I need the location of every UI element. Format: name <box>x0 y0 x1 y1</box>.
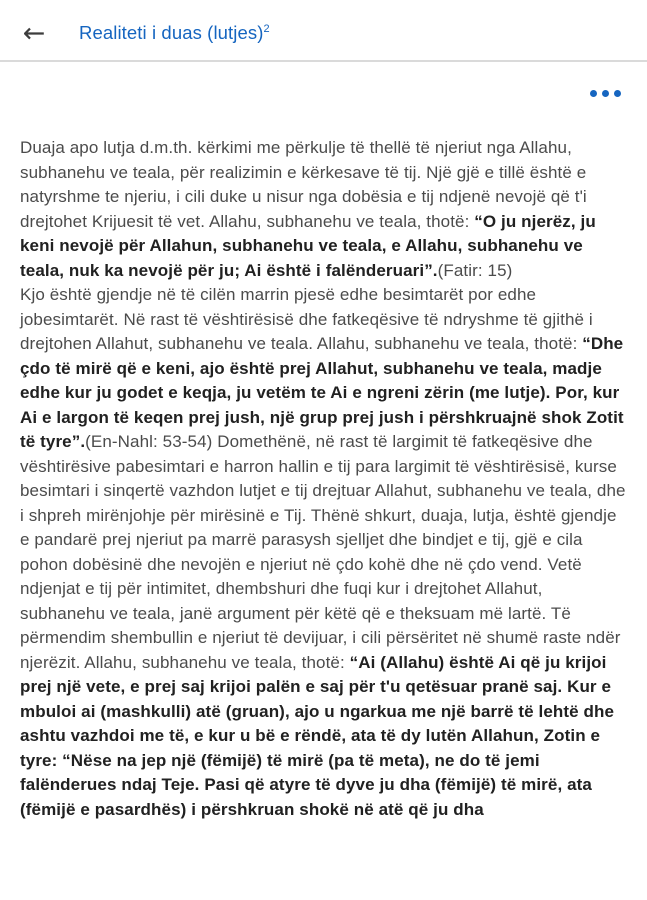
quran-quote-bold-text: “Dhe çdo të mirë që e keni, ajo është prej Allahut, subhanehu ve teala, madje edhe kur ju godet e keqja, ju vetëm te Ai e ngreni zërin (me lutje). Por, kur Ai e largon të keqen prej jush, një grup prej jush i përshkruajnë shok Zotit të tyre”. <box>20 334 624 451</box>
body-text: (En-Nahl: 53-54) Domethënë, në rast të largimit të fatkeqësive dhe vështirësive pabesimtari e harron hallin e tij para largimit të vështirësisë, kurse besimtari i sinqertë vazhdon lutjet e tij drejtuar Allahut, subhanehu ve teala, dhe i shpreh mirënjohje për mirësinë e Tij. Thënë shkurt, duaja, lutja, është gjendje e pandarë prej njeriut pa marrë parasysh sjelljet dhe bindjet e tij, gjë e cila pohon dobësinë dhe nevojën e njeriut në çdo kohë dhe në çdo vend. Vetë ndjenjat e tij për intimitet, dhembshuri dhe fuqi kur i drejtohet Allahut, subhanehu ve teala, janë argument për këtë që e theksuam më lartë. Të përmendim shembullin e njeriut të devijuar, i cili përsëritet në shumë raste ndër njerëzit. Allahu, subhanehu ve teala, thotë: <box>20 432 626 672</box>
more-options-button[interactable] <box>588 86 623 101</box>
body-text: (Fatir: 15) <box>437 260 513 280</box>
body-text: Duaja apo lutja d.m.th. kërkimi me përkulje të thellë të njeriut nga Allahu, subhanehu ve teala, për realizimin e kërkesave të tij. Një gjë e tillë është e natyrshme te njeriu, i cili duke u nisur nga dobësia e tij ndjenë nevojë që t'i drejtohet Krijuesit të vet. Allahu, subhanehu ve teala, thotë: <box>20 138 587 231</box>
dot <box>590 90 597 97</box>
dot <box>614 90 621 97</box>
back-button[interactable] <box>16 15 52 51</box>
more-options-icon <box>590 90 621 97</box>
body-text: Kjo është gjendje në të cilën marrin pjesë edhe besimtarët por edhe jobesimtarët. Në rast të vështirësisë dhe fatkeqësive të ndryshme të gjithë i drejtohen Allahut, subhanehu ve teala. Allahu, subhanehu ve teala, thotë: <box>20 285 593 353</box>
quran-quote-bold-text: “Ai (Allahu) është Ai që ju krijoi prej një vete, e prej saj krijoi palën e saj për t'u qetësuar pranë saj. Kur e mbuloi ai (mashkulli) atë (gruan), ajo u ngarkua me një barrë të lehtë dhe ashtu vazhdoi me të, e kur u bë e rëndë, ata të dy lutën Allahun, Zotin e tyre: “Nëse na jep një (fëmijë) të mirë (pa të meta), ne do të jemi falënderues ndaj Teje. Pasi që atyre të dyve ju dha (fëmijë) të mirë, ata (fëmijë e pasardhës) i përshkruan shokë në atë që ju dha <box>20 652 615 819</box>
article-paragraph <box>20 136 626 283</box>
dot <box>602 90 609 97</box>
title-superscript: 2 <box>263 22 270 35</box>
back-arrow-icon: ← <box>22 17 46 49</box>
quran-quote-bold-text: “O ju njerëz, ju keni nevojë për Allahun, subhanehu ve teala, e Allahu, subhanehu ve teala, nuk ka nevojë për ju; Ai është i falënderuari”. <box>20 211 596 280</box>
page-title-text: Realiteti i duas (lutjes) <box>79 22 264 43</box>
article <box>20 136 626 822</box>
app-header <box>0 0 647 62</box>
page-title <box>79 22 270 44</box>
article-paragraph <box>20 283 626 822</box>
